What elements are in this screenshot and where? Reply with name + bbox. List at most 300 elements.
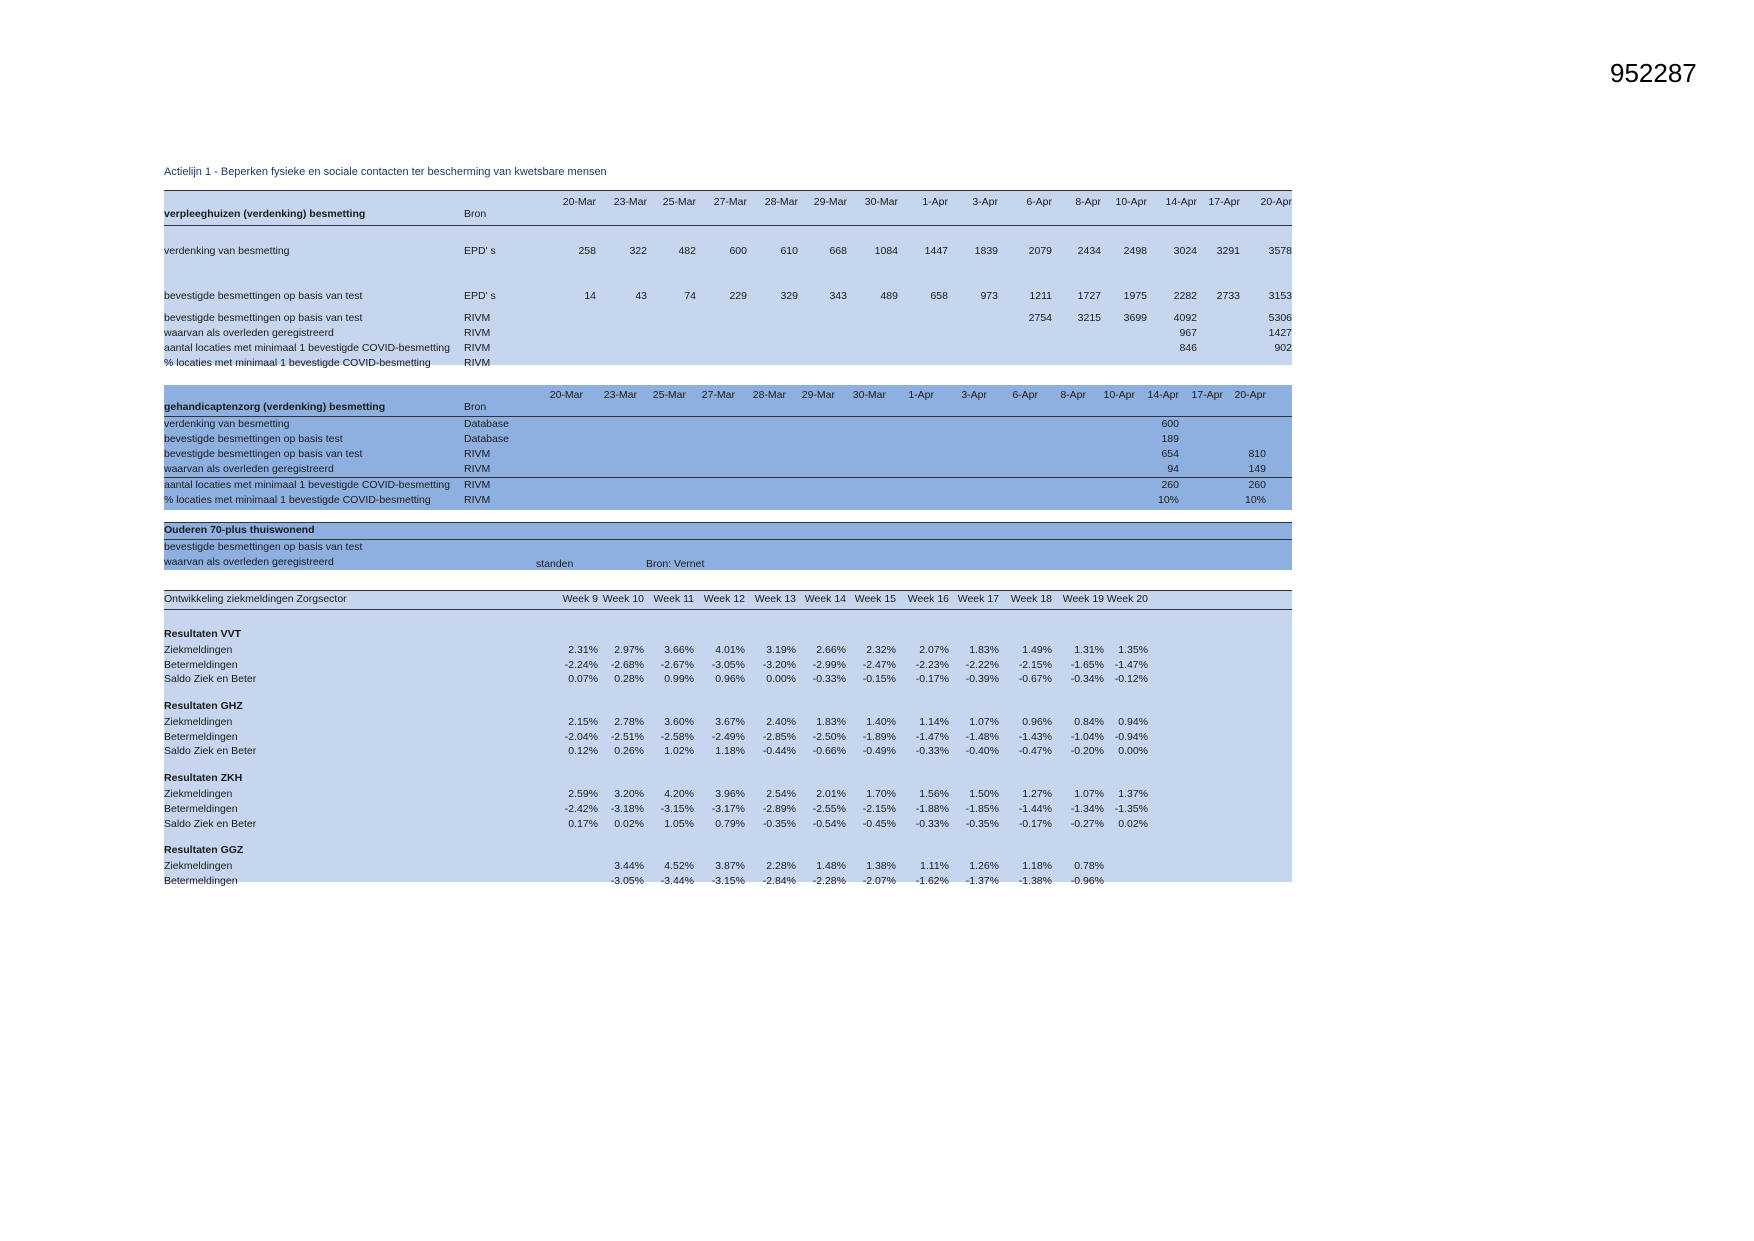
row-label: verdenking van besmetting xyxy=(164,245,290,257)
row-label: Saldo Ziek en Beter xyxy=(164,745,257,758)
ouderen-table xyxy=(164,522,1292,570)
cell-value: -0.40% xyxy=(965,745,999,758)
cell-value: 0.99% xyxy=(664,673,694,686)
cell-value: 3578 xyxy=(1268,245,1292,257)
bron-header: Bron xyxy=(464,401,487,413)
row-label: aantal locaties met minimaal 1 bevestigde COVID-besmetting xyxy=(164,342,450,354)
cell-value: 14 xyxy=(584,290,596,302)
cell-value: -2.51% xyxy=(610,730,644,743)
cell-value: 2282 xyxy=(1173,290,1197,302)
cell-value: 2498 xyxy=(1123,245,1147,257)
cell-value: 1839 xyxy=(974,245,998,257)
row-label: bevestigde besmettingen op basis van test xyxy=(164,312,363,324)
cell-value: 973 xyxy=(980,290,998,302)
date-header: 3-Apr xyxy=(972,196,998,208)
table-row xyxy=(164,643,1292,658)
cell-value: 610 xyxy=(780,245,798,257)
cell-value: -2.07% xyxy=(862,874,896,887)
row-label: Betermeldingen xyxy=(164,802,238,815)
date-header: 23-Mar xyxy=(603,389,637,401)
table-row xyxy=(164,715,1292,730)
cell-value: -1.37% xyxy=(965,874,999,887)
week-header: Week 18 xyxy=(1010,593,1052,605)
cell-value: -0.17% xyxy=(1018,817,1052,830)
cell-value: 3024 xyxy=(1173,245,1197,257)
row-label: Saldo Ziek en Beter xyxy=(164,673,257,686)
date-header: 1-Apr xyxy=(922,196,948,208)
cell-value: 1.02% xyxy=(664,745,694,758)
cell-value: 3.20% xyxy=(614,788,644,801)
date-header: 14-Apr xyxy=(1147,389,1179,401)
cell-value: 2733 xyxy=(1216,290,1240,302)
row-label: bevestigde besmettingen op basis van test xyxy=(164,448,363,460)
row-label: Ziekmeldingen xyxy=(164,644,233,656)
cell-value: -2.68% xyxy=(610,658,644,671)
cell-value: -2.15% xyxy=(862,802,896,815)
cell-value: 2.66% xyxy=(816,644,846,656)
cell-value: -0.67% xyxy=(1018,673,1052,686)
cell-value: -2.23% xyxy=(915,658,949,671)
row-source: RIVM xyxy=(464,342,491,354)
cell-value: 2.28% xyxy=(766,860,796,873)
date-header: 20-Mar xyxy=(549,389,583,401)
cell-value: 3215 xyxy=(1077,312,1101,324)
table-row xyxy=(164,802,1292,817)
cell-value: -1.35% xyxy=(1114,802,1148,815)
cell-value: -2.58% xyxy=(660,730,694,743)
row-source: RIVM xyxy=(464,448,491,460)
vph-title: verpleeghuizen (verdenking) besmetting xyxy=(164,208,366,220)
cell-value: 2.01% xyxy=(816,788,846,801)
cell-value: 1.07% xyxy=(1074,788,1104,801)
cell-value: -1.34% xyxy=(1070,802,1104,815)
cell-value: 3.60% xyxy=(664,716,694,729)
week-header: Week 14 xyxy=(804,593,846,605)
cell-value: -0.12% xyxy=(1114,673,1148,686)
cell-value: 4.01% xyxy=(715,644,745,656)
ouderen-row-label: waarvan als overleden geregistreerd xyxy=(164,556,334,568)
cell-value: 1.18% xyxy=(715,745,745,758)
cell-value: -2.15% xyxy=(1018,658,1052,671)
section-title-row xyxy=(164,831,1292,859)
vph-header-row xyxy=(164,191,1292,226)
cell-value: -2.22% xyxy=(965,658,999,671)
cell-value: 0.26% xyxy=(614,745,644,758)
cell-value: -3.05% xyxy=(711,658,745,671)
table-row xyxy=(164,744,1292,759)
row-label: bevestigde besmettingen op basis test xyxy=(164,433,343,445)
cell-value: 1.07% xyxy=(969,716,999,729)
row-label: verdenking van besmetting xyxy=(164,418,290,430)
cell-value: 1.40% xyxy=(866,716,896,729)
bron-header: Bron xyxy=(464,208,487,220)
date-header: 14-Apr xyxy=(1165,196,1197,208)
cell-value: 0.17% xyxy=(568,817,598,830)
section-title: Resultaten GHZ xyxy=(164,700,243,713)
section-title: Resultaten VVT xyxy=(164,628,242,640)
date-header: 27-Mar xyxy=(713,196,747,208)
cell-value: 2.31% xyxy=(568,644,598,656)
cell-value: 2.40% xyxy=(766,716,796,729)
table-row xyxy=(164,730,1292,745)
cell-value: 810 xyxy=(1248,448,1266,460)
row-source: RIVM xyxy=(464,327,491,339)
cell-value: -2.47% xyxy=(862,658,896,671)
cell-value: 4.52% xyxy=(664,860,694,873)
cell-value: 600 xyxy=(1161,418,1179,430)
cell-value: -0.47% xyxy=(1018,745,1052,758)
date-header: 20-Mar xyxy=(562,196,596,208)
section-title-row xyxy=(164,687,1292,715)
row-source: RIVM xyxy=(464,479,491,491)
document-number: 952287 xyxy=(1610,58,1697,88)
cell-value: 1084 xyxy=(874,245,898,257)
cell-value: 1211 xyxy=(1029,290,1052,302)
table-row xyxy=(164,341,1292,356)
cell-value: 0.02% xyxy=(614,817,644,830)
cell-value: 1727 xyxy=(1077,290,1101,302)
cell-value: 2.78% xyxy=(614,716,644,729)
cell-value: 2.32% xyxy=(866,644,896,656)
week-header: Week 11 xyxy=(653,593,694,605)
table-row xyxy=(164,326,1292,341)
cell-value: -0.34% xyxy=(1070,673,1104,686)
cell-value: 482 xyxy=(678,245,696,257)
cell-value: -0.20% xyxy=(1070,745,1104,758)
date-header: 6-Apr xyxy=(1026,196,1052,208)
cell-value: -1.38% xyxy=(1018,874,1052,887)
cell-value: -2.04% xyxy=(564,730,598,743)
table-row xyxy=(164,462,1292,477)
cell-value: 2079 xyxy=(1028,245,1052,257)
row-label: Betermeldingen xyxy=(164,730,238,743)
week-header: Week 20 xyxy=(1106,593,1148,605)
cell-value: 0.12% xyxy=(568,745,598,758)
cell-value: -1.47% xyxy=(915,730,949,743)
date-header: 17-Apr xyxy=(1208,196,1240,208)
row-label: Betermeldingen xyxy=(164,874,238,887)
table-row xyxy=(164,271,1292,311)
cell-value: -1.43% xyxy=(1018,730,1052,743)
cell-value: 2.07% xyxy=(919,644,949,656)
cell-value: 5306 xyxy=(1268,312,1292,324)
date-header: 27-Mar xyxy=(701,389,735,401)
cell-value: -0.96% xyxy=(1070,874,1104,887)
cell-value: 43 xyxy=(635,290,647,302)
row-label: Ziekmeldingen xyxy=(164,716,233,729)
date-header: 3-Apr xyxy=(961,389,987,401)
table-row xyxy=(164,874,1292,889)
section-title: Resultaten ZKH xyxy=(164,772,243,785)
row-source: RIVM xyxy=(464,463,491,475)
cell-value: 0.28% xyxy=(614,673,644,686)
cell-value: 3.87% xyxy=(715,860,745,873)
date-header: 25-Mar xyxy=(662,196,696,208)
cell-value: 1.37% xyxy=(1118,788,1148,801)
cell-value: -0.15% xyxy=(862,673,896,686)
cell-value: 967 xyxy=(1179,327,1197,339)
cell-value: -2.67% xyxy=(660,658,694,671)
cell-value: 149 xyxy=(1248,463,1266,475)
cell-value: -2.89% xyxy=(762,802,796,815)
cell-value: 658 xyxy=(930,290,948,302)
cell-value: -0.45% xyxy=(862,817,896,830)
ghz-title: gehandicaptenzorg (verdenking) besmetting xyxy=(164,401,386,413)
cell-value: 343 xyxy=(829,290,847,302)
cell-value: 0.02% xyxy=(1118,817,1148,830)
cell-value: 1.49% xyxy=(1022,644,1052,656)
week-header: Week 10 xyxy=(602,593,644,605)
cell-value: -2.42% xyxy=(564,802,598,815)
cell-value: 2.54% xyxy=(766,788,796,801)
cell-value: 1.35% xyxy=(1118,644,1148,656)
row-label: Ziekmeldingen xyxy=(164,788,233,801)
cell-value: -1.47% xyxy=(1114,658,1148,671)
week-header: Week 13 xyxy=(754,593,796,605)
date-header: 8-Apr xyxy=(1060,389,1086,401)
ziek-header-row xyxy=(164,590,1292,610)
week-header: Week 19 xyxy=(1062,593,1104,605)
cell-value: 260 xyxy=(1248,479,1266,491)
cell-value: 329 xyxy=(780,290,798,302)
cell-value: -3.17% xyxy=(711,802,745,815)
cell-value: 600 xyxy=(729,245,747,257)
cell-value: -0.66% xyxy=(812,745,846,758)
date-header: 17-Apr xyxy=(1191,389,1223,401)
cell-value: 94 xyxy=(1167,463,1179,475)
cell-value: -1.48% xyxy=(965,730,999,743)
row-source: RIVM xyxy=(464,312,491,324)
cell-value: 1.56% xyxy=(919,788,949,801)
cell-value: -2.24% xyxy=(564,658,598,671)
cell-value: 322 xyxy=(629,245,647,257)
cell-value: 3699 xyxy=(1123,312,1147,324)
table-row xyxy=(164,226,1292,271)
cell-value: 654 xyxy=(1161,448,1179,460)
cell-value: 2.59% xyxy=(568,788,598,801)
cell-value: 0.07% xyxy=(568,673,598,686)
cell-value: 1.83% xyxy=(816,716,846,729)
page-subtitle: Actielijn 1 - Beperken fysieke en sociale contacten ter bescherming van kwetsbare mensen xyxy=(164,166,607,178)
cell-value: 3153 xyxy=(1268,290,1292,302)
ouderen-source-note: Bron: Vernet xyxy=(646,558,705,570)
ziekmeldingen-table xyxy=(164,590,1292,887)
table-row xyxy=(164,477,1292,493)
cell-value: 1.48% xyxy=(816,860,846,873)
date-header: 20-Apr xyxy=(1260,196,1292,208)
cell-value: -0.17% xyxy=(915,673,949,686)
cell-value: -0.44% xyxy=(762,745,796,758)
table-row xyxy=(164,447,1292,462)
cell-value: 3.67% xyxy=(715,716,745,729)
date-header: 29-Mar xyxy=(801,389,835,401)
gehandicaptenzorg-table xyxy=(164,385,1292,510)
cell-value: -1.88% xyxy=(915,802,949,815)
cell-value: -1.62% xyxy=(915,874,949,887)
row-source: EPD' s xyxy=(464,290,496,302)
date-header: 6-Apr xyxy=(1012,389,1038,401)
cell-value: 2.15% xyxy=(568,716,598,729)
cell-value: -0.35% xyxy=(762,817,796,830)
cell-value: 4092 xyxy=(1173,312,1197,324)
cell-value: -3.20% xyxy=(762,658,796,671)
cell-value: 1.18% xyxy=(1022,860,1052,873)
section-title: Resultaten GGZ xyxy=(164,844,244,857)
cell-value: 2434 xyxy=(1077,245,1101,257)
date-header: 30-Mar xyxy=(864,196,898,208)
cell-value: 1.83% xyxy=(969,644,999,656)
cell-value: 3.96% xyxy=(715,788,745,801)
table-row xyxy=(164,493,1292,508)
cell-value: -1.04% xyxy=(1070,730,1104,743)
cell-value: -2.84% xyxy=(762,874,796,887)
table-row xyxy=(164,787,1292,802)
cell-value: -0.27% xyxy=(1070,817,1104,830)
date-header: 29-Mar xyxy=(813,196,847,208)
section-title-row xyxy=(164,610,1292,643)
cell-value: -1.85% xyxy=(965,802,999,815)
row-label: Saldo Ziek en Beter xyxy=(164,817,257,830)
cell-value: -0.39% xyxy=(965,673,999,686)
ouderen-note: standen xyxy=(536,558,574,570)
cell-value: 1447 xyxy=(924,245,948,257)
cell-value: -3.05% xyxy=(610,874,644,887)
cell-value: 1.11% xyxy=(920,860,949,873)
cell-value: 189 xyxy=(1161,433,1179,445)
date-header: 25-Mar xyxy=(652,389,686,401)
cell-value: -3.15% xyxy=(660,802,694,815)
cell-value: 1.27% xyxy=(1022,788,1052,801)
date-header: 1-Apr xyxy=(908,389,934,401)
cell-value: 1.70% xyxy=(866,788,896,801)
cell-value: -3.15% xyxy=(711,874,745,887)
cell-value: 1.50% xyxy=(969,788,999,801)
verpleeghuizen-table xyxy=(164,190,1292,369)
cell-value: 2.97% xyxy=(614,644,644,656)
cell-value: 0.96% xyxy=(715,673,745,686)
row-label: bevestigde besmettingen op basis van test xyxy=(164,290,363,302)
cell-value: 10% xyxy=(1244,494,1266,506)
cell-value: -0.33% xyxy=(915,817,949,830)
cell-value: 258 xyxy=(578,245,596,257)
cell-value: 0.84% xyxy=(1074,716,1104,729)
cell-value: 1.26% xyxy=(969,860,999,873)
row-source: RIVM xyxy=(464,494,491,506)
ouderen-title: Ouderen 70-plus thuiswonend xyxy=(164,524,315,536)
cell-value: 846 xyxy=(1179,342,1197,354)
cell-value: -3.18% xyxy=(610,802,644,815)
row-source: EPD' s xyxy=(464,245,496,257)
row-label: % locaties met minimaal 1 bevestigde COVID-besmetting xyxy=(164,494,431,506)
row-label: Betermeldingen xyxy=(164,658,238,671)
date-header: 8-Apr xyxy=(1075,196,1101,208)
table-row xyxy=(164,672,1292,687)
cell-value: 1.05% xyxy=(664,817,694,830)
row-label: waarvan als overleden geregistreerd xyxy=(164,327,334,339)
cell-value: 1.38% xyxy=(866,860,896,873)
cell-value: -0.33% xyxy=(812,673,846,686)
table-row xyxy=(164,311,1292,326)
cell-value: -0.49% xyxy=(862,745,896,758)
cell-value: 4.20% xyxy=(664,788,694,801)
cell-value: -1.89% xyxy=(862,730,896,743)
cell-value: 1.31% xyxy=(1074,644,1104,656)
cell-value: 3.66% xyxy=(664,644,694,656)
cell-value: -2.28% xyxy=(812,874,846,887)
row-source: RIVM xyxy=(464,357,491,369)
cell-value: 1427 xyxy=(1268,327,1292,339)
cell-value: 0.94% xyxy=(1118,716,1148,729)
cell-value: -2.99% xyxy=(812,658,846,671)
cell-value: 902 xyxy=(1274,342,1292,354)
date-header: 28-Mar xyxy=(752,389,786,401)
cell-value: 74 xyxy=(684,290,696,302)
ouderen-row-label: bevestigde besmettingen op basis van test xyxy=(164,541,363,553)
row-label: Ziekmeldingen xyxy=(164,860,233,873)
cell-value: 2754 xyxy=(1028,312,1052,324)
table-row xyxy=(164,432,1292,447)
cell-value: -0.54% xyxy=(812,817,846,830)
cell-value: 0.79% xyxy=(715,817,745,830)
week-header: Week 9 xyxy=(562,593,598,605)
week-header: Week 17 xyxy=(957,593,999,605)
table-row xyxy=(164,859,1292,874)
cell-value: 3291 xyxy=(1216,245,1240,257)
cell-value: 0.96% xyxy=(1022,716,1052,729)
date-header: 28-Mar xyxy=(764,196,798,208)
date-header: 30-Mar xyxy=(852,389,886,401)
cell-value: -1.44% xyxy=(1018,802,1052,815)
cell-value: -0.35% xyxy=(965,817,999,830)
date-header: 20-Apr xyxy=(1234,389,1266,401)
section-title-row xyxy=(164,759,1292,787)
table-row xyxy=(164,817,1292,832)
cell-value: 0.00% xyxy=(1118,745,1148,758)
cell-value: 489 xyxy=(880,290,898,302)
date-header: 10-Apr xyxy=(1115,196,1147,208)
week-header: Week 15 xyxy=(854,593,896,605)
table-row xyxy=(164,356,1292,371)
week-header: Week 12 xyxy=(703,593,745,605)
cell-value: -2.50% xyxy=(812,730,846,743)
cell-value: 3.44% xyxy=(614,860,644,873)
ghz-header-row xyxy=(164,385,1292,417)
row-label: waarvan als overleden geregistreerd xyxy=(164,463,334,475)
cell-value: -0.33% xyxy=(915,745,949,758)
row-label: aantal locaties met minimaal 1 bevestigde COVID-besmetting xyxy=(164,479,450,491)
ziek-title: Ontwikkeling ziekmeldingen Zorgsector xyxy=(164,593,347,605)
cell-value: 0.00% xyxy=(766,673,796,686)
cell-value: 1.14% xyxy=(919,716,949,729)
cell-value: 3.19% xyxy=(766,644,796,656)
cell-value: -2.55% xyxy=(812,802,846,815)
cell-value: -3.44% xyxy=(660,874,694,887)
cell-value: 260 xyxy=(1161,479,1179,491)
date-header: 23-Mar xyxy=(613,196,647,208)
table-row xyxy=(164,658,1292,673)
cell-value: 10% xyxy=(1157,494,1179,506)
cell-value: 0.78% xyxy=(1074,860,1104,873)
week-header: Week 16 xyxy=(907,593,949,605)
cell-value: -2.85% xyxy=(762,730,796,743)
table-row xyxy=(164,417,1292,432)
date-header: 10-Apr xyxy=(1103,389,1135,401)
cell-value: -1.65% xyxy=(1070,658,1104,671)
row-source: Database xyxy=(464,418,509,430)
row-label: % locaties met minimaal 1 bevestigde COVID-besmetting xyxy=(164,357,431,369)
cell-value: 229 xyxy=(729,290,747,302)
cell-value: 1975 xyxy=(1123,290,1147,302)
